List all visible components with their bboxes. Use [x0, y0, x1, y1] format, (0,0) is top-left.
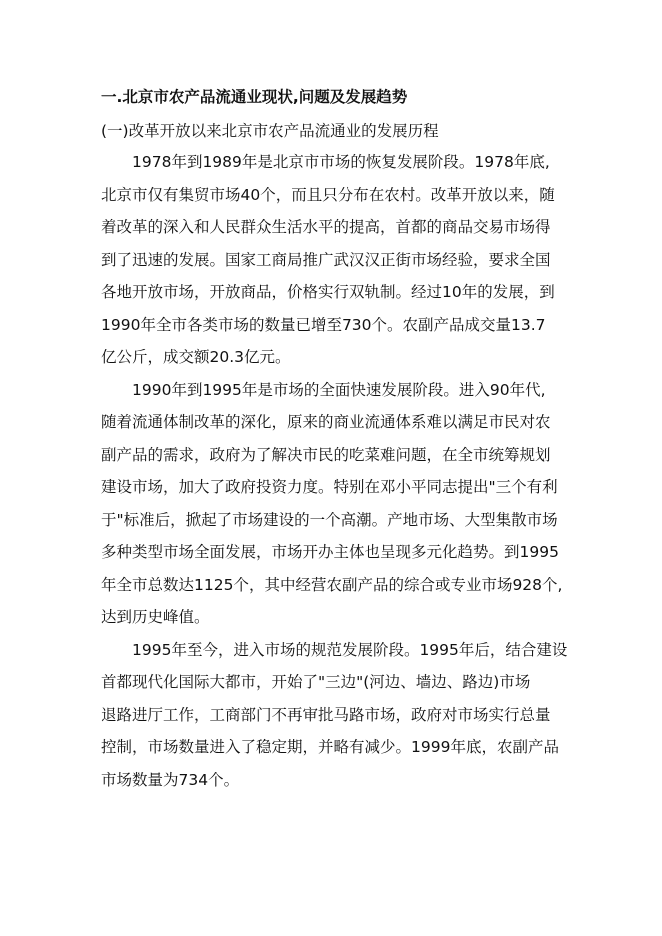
text-line: 市场数量为734个。 [101, 770, 240, 789]
document-body [101, 82, 571, 796]
text-line: 建设市场，加大了政府投资力度。特别在邓小平同志提出"三个有利 [101, 478, 558, 496]
text-line: 1978年到1989年是北京市市场的恢复发展阶段。1978年底, [132, 153, 550, 171]
subsection-heading: (一)改革开放以来北京市农产品流通业的发展历程 [101, 122, 439, 140]
text-line: 年全市总数达1125个，其中经营农副产品的综合或专业市场928个, [101, 575, 563, 594]
text-line: 于"标准后，掀起了市场建设的一个高潮。产地市场、大型集散市场 [101, 510, 558, 529]
text-line: 着改革的深入和人民群众生活水平的提高，首都的商品交易市场得 [101, 218, 551, 236]
text-line: 到了迅速的发展。国家工商局推广武汉汉正街市场经验，要求全国 [101, 250, 551, 269]
text-line: 1995年至今，进入市场的规范发展阶段。1995年后，结合建设 [132, 640, 568, 659]
text-line: 亿公斤，成交额20.3亿元。 [101, 348, 291, 366]
text-line: 退路进厅工作，工商部门不再审批马路市场，政府对市场实行总量 [101, 705, 551, 724]
text-line: 控制，市场数量进入了稳定期，并略有减少。1999年底，农副产品 [101, 738, 559, 756]
text-line: 北京市仅有集贸市场40个，而且只分布在农村。改革开放以来，随 [101, 185, 555, 204]
paragraph-1978-1989 [101, 146, 571, 374]
text-line: 多种类型市场全面发展，市场开办主体也呈现多元化趋势。到1995 [101, 543, 559, 561]
text-line: 副产品的需求，政府为了解决市民的吃菜难问题，在全市统筹规划 [101, 445, 551, 464]
text-line: 1990年全市各类市场的数量已增至730个。农副产品成交量13.7 [101, 315, 546, 334]
text-line: 首都现代化国际大都市，开始了"三边"(河边、墙边、路边)市场 [101, 673, 531, 691]
paragraph-1995-present [101, 634, 571, 797]
text-line: 各地开放市场，开放商品，价格实行双轨制。经过10年的发展，到 [101, 283, 555, 301]
text-line: 达到历史峰值。 [101, 608, 210, 626]
text-line: 随着流通体制改革的深化，原来的商业流通体系难以满足市民对农 [101, 413, 551, 431]
text-line: 1990年到1995年是市场的全面快速发展阶段。进入90年代, [132, 380, 546, 399]
paragraph-1990-1995 [101, 374, 571, 634]
section-heading: 一.北京市农产品流通业现状,问题及发展趋势 [101, 88, 408, 106]
